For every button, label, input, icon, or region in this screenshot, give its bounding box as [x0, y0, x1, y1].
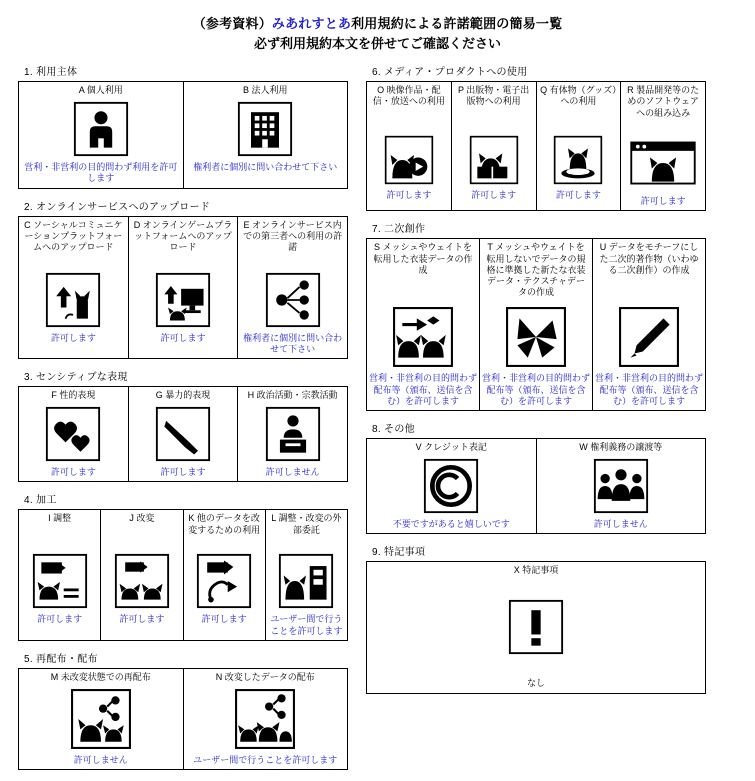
arrow-tool-icon [184, 551, 265, 612]
cell-A [19, 82, 184, 189]
section-8-title [372, 420, 706, 435]
section-5-table [18, 668, 348, 770]
section-3 [18, 368, 348, 482]
header-suffix: 利用規約による許諾範囲の簡易一覧 [351, 16, 563, 31]
cell-S-head: S メッシュやウェイトを転用した衣装データの作成 [373, 242, 473, 275]
cat-equals-icon [19, 551, 100, 612]
cell-P-note: 許可します [471, 190, 517, 200]
section-7-title [372, 220, 706, 235]
cell-R-note: 許可します [640, 196, 686, 206]
cell-O-head: O 映像作品・配信・放送への利用 [372, 85, 445, 107]
cell-T-note: 営利・非営利の目的問わず配布等（頒布、送信を含む）を許可します [482, 373, 591, 406]
share-network-icon [238, 270, 347, 331]
cell-U-note: 営利・非営利の目的問わず配布等（頒布、送信を含む）を許可します [595, 373, 704, 406]
section-8 [366, 420, 706, 534]
cell-J-head: J 改変 [129, 513, 155, 524]
cell-H-head: H 政治活動・宗教活動 [247, 390, 338, 400]
cell-D-note: 許可します [160, 332, 206, 343]
cell-L-head: L 調整・改変の外部委託 [271, 513, 342, 535]
table-row [19, 668, 348, 769]
cell-V-head: V クレジット表記 [415, 442, 487, 452]
cell-L-note: ユーザー間で行うことを許可します [270, 614, 343, 636]
mesh-transfer-icon [367, 304, 479, 371]
cell-N [183, 668, 348, 769]
header-brand: みあれすとあ [271, 16, 352, 31]
table-row [19, 510, 348, 641]
table-row [367, 239, 706, 411]
section-8-table [366, 438, 706, 534]
table-row [367, 562, 706, 693]
cell-F-note: 許可します [50, 467, 96, 477]
section-1-label: 利用主体 [36, 67, 78, 78]
cell-W-note: 許可しません [593, 519, 648, 529]
share-cats-icon [19, 686, 183, 753]
cell-V [367, 439, 537, 534]
knife-icon [129, 404, 238, 465]
cell-Q [536, 82, 621, 211]
cell-N-head: N 改変したデータの配布 [215, 671, 315, 682]
upload-cat-icon [19, 270, 128, 331]
table-row [19, 387, 348, 482]
section-3-table [18, 386, 348, 482]
cell-T [480, 239, 593, 411]
cell-M-head: M 未改変状態での再配布 [50, 671, 151, 682]
book-cat-icon [452, 133, 536, 188]
cell-H-note: 許可しません [265, 467, 320, 477]
section-7-table [366, 238, 706, 411]
section-9-label: 特記事項 [384, 547, 426, 559]
upload-monitor-cat-icon [129, 270, 238, 331]
section-6 [366, 63, 706, 211]
section-9-table [366, 561, 706, 693]
section-4-title [24, 491, 348, 506]
table-row [367, 439, 706, 534]
podium-speaker-icon [238, 404, 347, 465]
section-9 [366, 543, 706, 693]
left-column [18, 63, 348, 779]
section-6-title [372, 63, 706, 78]
section-4-table [18, 509, 348, 641]
cell-A-note: 営利・非営利の目的問わず利用を許可します [24, 162, 178, 184]
section-8-label: その他 [384, 424, 415, 435]
cell-H [238, 387, 348, 482]
cell-U-head: U データをモチーフにした二次的著作物（いわゆる二次創作）の作成 [599, 242, 699, 275]
building-icon [184, 99, 348, 160]
section-6-table [366, 81, 706, 211]
section-5 [18, 650, 348, 770]
cell-C [19, 216, 129, 359]
header-prefix: （参考資料） [192, 16, 272, 31]
section-2-table [18, 216, 348, 360]
section-5-label: 再配布・配布 [36, 653, 98, 665]
section-7-number: 7. [372, 224, 381, 236]
cell-K-note: 許可します [201, 614, 247, 625]
cell-I-head: I 調整 [48, 513, 72, 524]
cell-N-note: ユーザー間で行うことを許可します [193, 754, 338, 765]
cell-M [19, 668, 184, 769]
share-modified-cats-icon [184, 686, 348, 753]
section-1 [18, 63, 348, 189]
cell-I [19, 510, 101, 641]
cell-F-head: F 性的表現 [51, 390, 96, 400]
cell-E [238, 216, 348, 359]
cell-M-note: 許可しません [73, 754, 128, 765]
section-1-table [18, 81, 348, 189]
table-row [367, 82, 706, 211]
section-2-number: 2. [24, 201, 33, 213]
exclamation-icon [367, 579, 705, 676]
document-header [18, 14, 737, 53]
section-4 [18, 491, 348, 641]
hearts-icon [19, 404, 128, 465]
cell-E-head: E オンラインサービス内での第三者への利用の許諾 [243, 219, 343, 252]
cat-arrow-cat-icon [101, 551, 182, 612]
window-cat-icon [621, 133, 705, 194]
cell-Q-head: Q 有体物（グッズ）への利用 [540, 85, 617, 107]
cell-K [183, 510, 265, 641]
cell-G [128, 387, 238, 482]
header-title-line1 [18, 14, 737, 34]
cell-W [536, 439, 706, 534]
table-row [19, 216, 348, 359]
section-6-label: メディア・プロダクトへの使用 [384, 67, 528, 78]
cell-I-note: 許可します [37, 614, 83, 625]
cell-V-note: 不要ですがあると嬉しいです [392, 519, 510, 529]
cell-X-note: なし [526, 678, 545, 689]
section-1-title [24, 63, 348, 78]
section-7 [366, 220, 706, 411]
section-1-number: 1. [24, 67, 33, 78]
section-7-label: 二次創作 [384, 224, 426, 236]
section-2-label: オンラインサービスへのアップロード [36, 201, 211, 213]
cell-X-head: X 特記事項 [513, 565, 559, 576]
cell-O [367, 82, 452, 211]
section-8-number: 8. [372, 424, 381, 435]
section-2-title [24, 198, 348, 213]
cell-J [101, 510, 183, 641]
columns-wrapper [18, 63, 737, 779]
section-2 [18, 198, 348, 360]
cell-W-head: W 権利義務の譲渡等 [579, 442, 663, 452]
three-people-icon [537, 456, 706, 517]
cell-P-head: P 出版物・電子出版物への利用 [457, 85, 530, 107]
cell-L [265, 510, 347, 641]
cell-O-note: 許可します [386, 190, 432, 200]
section-5-title [24, 650, 348, 665]
cell-K-head: K 他のデータを改変するための利用 [188, 513, 261, 535]
section-3-label: センシティブな表現 [36, 372, 128, 383]
goods-cat-icon [537, 133, 621, 188]
cell-R-head: R 製品開発等のためのソフトウェアへの組み込み [627, 85, 700, 118]
section-9-number: 9. [372, 547, 381, 559]
section-4-label: 加工 [36, 495, 57, 507]
cell-J-note: 許可します [119, 614, 165, 625]
section-3-number: 3. [24, 372, 33, 383]
cell-D-head: D オンラインゲームプラットフォームへのアップロード [133, 219, 233, 252]
right-column [366, 63, 706, 703]
copyright-icon [367, 456, 536, 517]
cell-D [128, 216, 238, 359]
cell-U [593, 239, 706, 411]
cell-T-head: T メッシュやウェイトを転用しないでデータの規格に準拠した新たな衣装データ・テクスチャデータの作成 [486, 242, 586, 298]
cell-P [451, 82, 536, 211]
section-9-title [372, 543, 706, 558]
cell-G-note: 許可します [160, 467, 206, 477]
cell-A-head: A 個人利用 [78, 85, 123, 95]
section-5-number: 5. [24, 653, 33, 665]
cell-B [183, 82, 348, 189]
person-icon [19, 99, 183, 160]
cell-S [367, 239, 480, 411]
section-4-number: 4. [24, 495, 33, 507]
two-cats-icon [266, 551, 347, 612]
header-title-line2: 必ず利用規約本文を併せてご確認ください [253, 35, 501, 51]
cell-R [621, 82, 706, 211]
section-6-number: 6. [372, 67, 381, 78]
cell-B-note: 権利者に個別に問い合わせて下さい [193, 162, 338, 172]
cell-F [19, 387, 129, 482]
cell-X [367, 562, 706, 693]
cell-Q-note: 許可します [555, 190, 601, 200]
cell-G-head: G 暴力的表現 [155, 390, 211, 400]
cell-S-note: 営利・非営利の目的問わず配布等（頒布、送信を含む）を許可します [369, 373, 478, 406]
play-cat-icon [367, 133, 451, 188]
brush-icon [593, 304, 705, 371]
cell-C-note: 許可します [50, 332, 96, 343]
cell-B-head: B 法人利用 [242, 85, 288, 95]
new-data-icon [480, 304, 592, 371]
table-row [19, 82, 348, 189]
cell-E-note: 権利者に個別に問い合わせて下さい [243, 332, 343, 354]
section-3-title [24, 368, 348, 383]
cell-C-head: C ソーシャルコミュニケーションプラットフォームへのアップロード [24, 219, 123, 252]
